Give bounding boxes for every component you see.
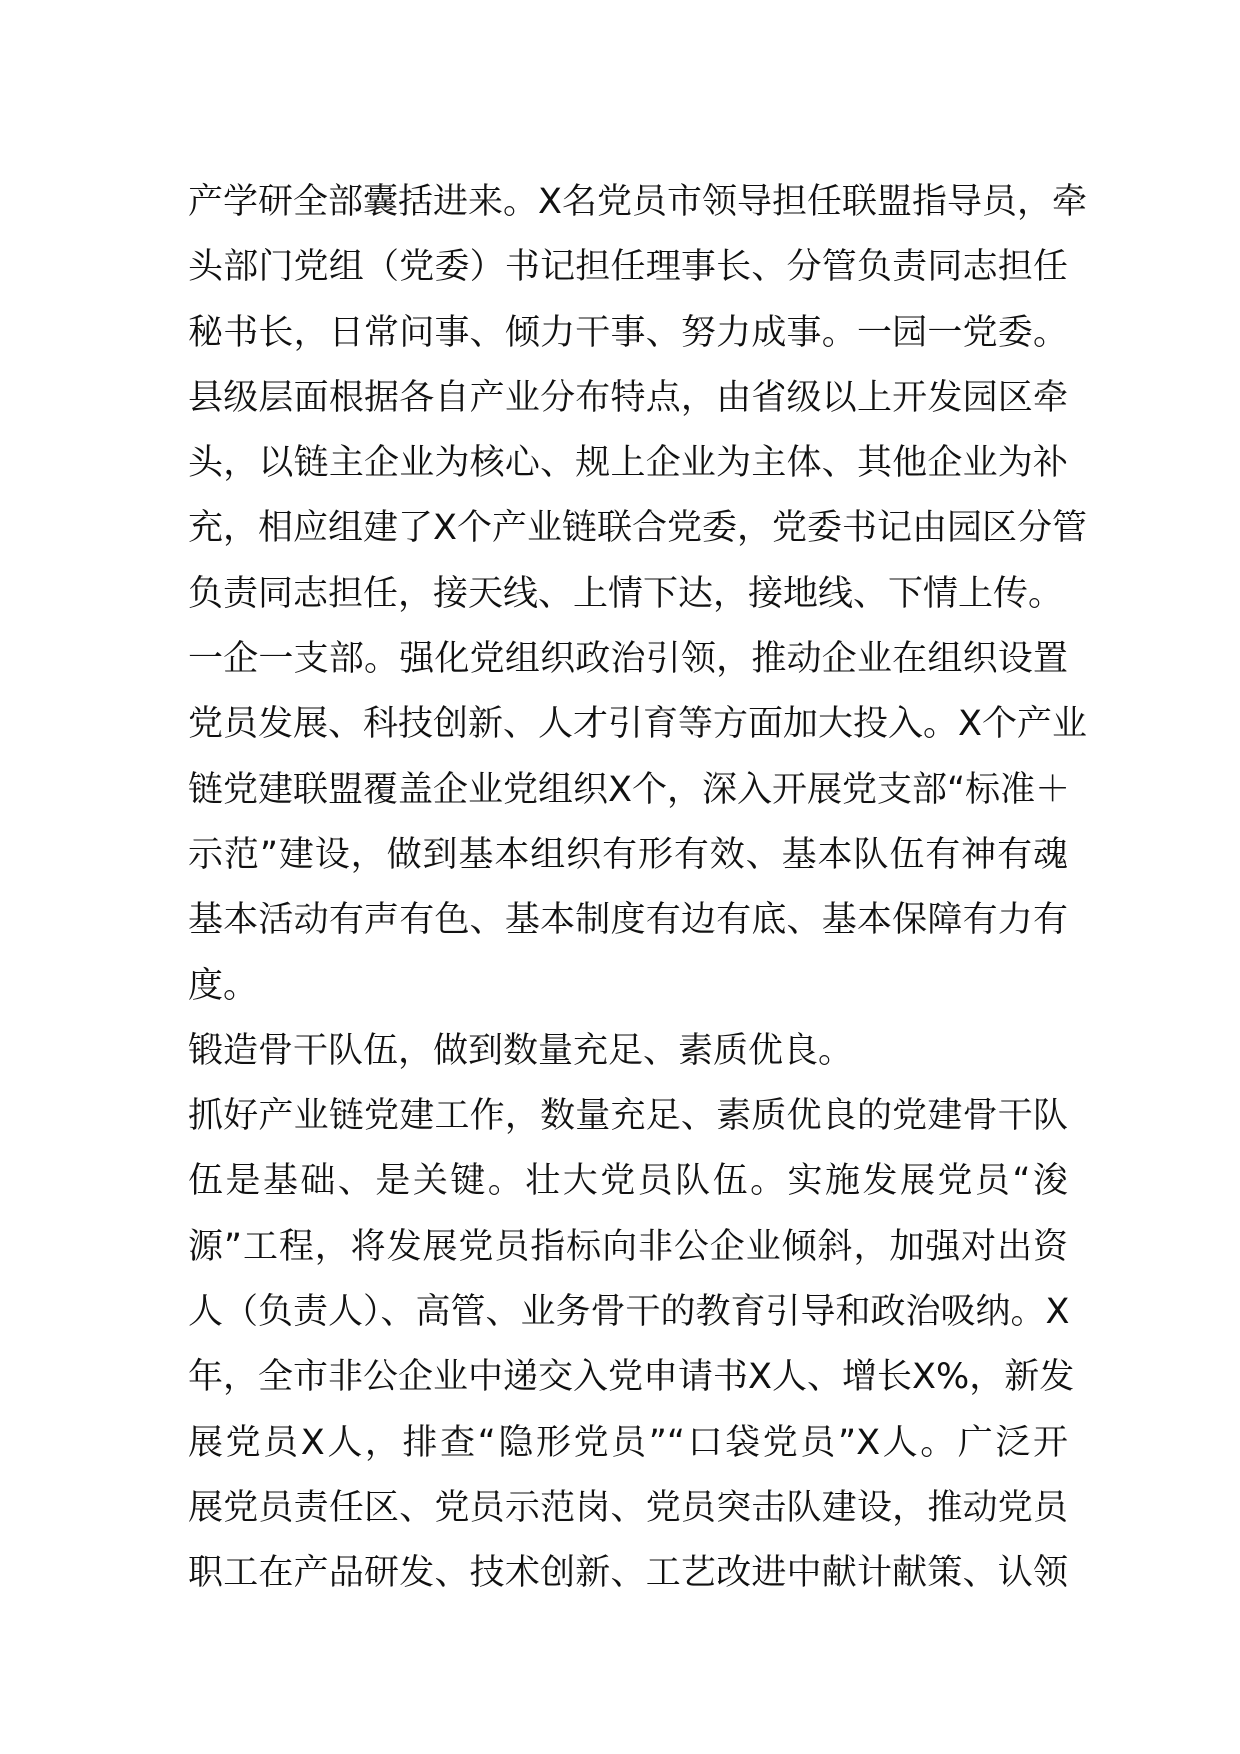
text-line: 职工在产品研发、技术创新、工艺改进中献计献策、认领	[188, 1553, 1068, 1594]
text-line: 年，全市非公企业中递交入党申请书X人、增长X%，新发	[188, 1357, 1075, 1398]
text-line: 头部门党组（党委）书记担任理事长、分管负责同志担任	[188, 247, 1068, 288]
section-heading: 锻造骨干队伍，做到数量充足、素质优良。	[188, 1030, 854, 1071]
text-line: 链党建联盟覆盖企业党组织X个，深入开展党支部“标准＋	[188, 769, 1071, 810]
text-line: 头，以链主企业为核心、规上企业为主体、其他企业为补	[188, 443, 1068, 484]
text-line: 产学研全部囊括进来。X名党员市领导担任联盟指导员，牵	[188, 182, 1087, 222]
body-text	[188, 170, 1087, 1607]
text-line: 度。	[188, 965, 259, 1006]
text-line: 人（负责人）、高管、业务骨干的教育引导和政治吸纳。X	[188, 1292, 1070, 1333]
text-line: 抓好产业链党建工作，数量充足、素质优良的党建骨干队	[188, 1096, 1068, 1137]
text-line: 展党员X人，排查“隐形党员”“口袋党员”X人。广泛开	[188, 1422, 1068, 1463]
text-line: 充，相应组建了X个产业链联合党委，党委书记由园区分管	[188, 508, 1087, 549]
text-line: 源”工程，将发展党员指标向非公企业倾斜，加强对出资	[188, 1226, 1068, 1267]
text-line: 县级层面根据各自产业分布特点，由省级以上开发园区牵	[188, 377, 1068, 418]
text-line: 秘书长，日常问事、倾力干事、努力成事。一园一党委。	[188, 312, 1068, 353]
text-line: 伍是基础、是关键。壮大党员队伍。实施发展党员“浚	[188, 1161, 1068, 1202]
text-line: 示范”建设，做到基本组织有形有效、基本队伍有神有魂	[188, 834, 1068, 875]
text-line: 负责同志担任，接天线、上情下达，接地线、下情上传。	[188, 573, 1064, 614]
text-line: 基本活动有声有色、基本制度有边有底、基本保障有力有	[188, 900, 1068, 941]
text-line: 展党员责任区、党员示范岗、党员突击队建设，推动党员	[188, 1487, 1068, 1528]
text-line: 一企一支部。强化党组织政治引领，推动企业在组织设置	[188, 639, 1068, 680]
text-line: 党员发展、科技创新、人才引育等方面加大投入。X个产业	[188, 704, 1087, 745]
